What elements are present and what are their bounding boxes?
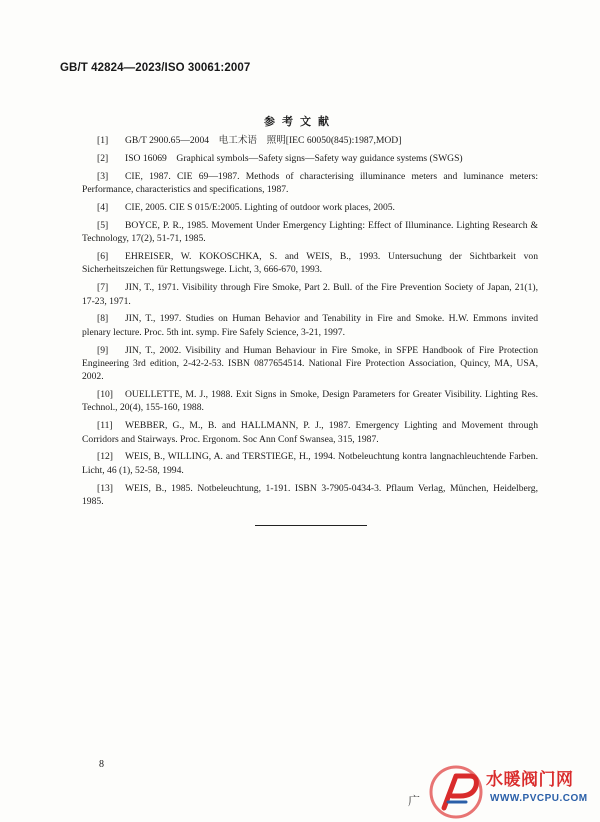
reference-number: [2] [97,152,109,164]
reference-text: OUELLETTE, M. J., 1988. Exit Signs in Smoke, Design Parameters for Greater Visibility. Lighting Res. Technol., 20(4), 155-160, 1988. [82,389,538,414]
reference-text: EHREISER, W. KOKOSCHKA, S. and WEIS, B., 1993. Untersuchung der Sichtbarkeit von Sicherheitszeichen für Rettungswege. Licht, 3, 666-670, 1993. [82,251,538,276]
reference-text: JIN, T., 2002. Visibility and Human Behaviour in Fire Smoke, in SFPE Handbook of Fire Protection Engineering 3rd edition, 2-42-2-53. ISBN 0877654514. National Fire Protection Association, Quincy, MA, USA, 2002. [82,344,538,383]
reference-number: [7] [97,282,109,294]
page-number: 8 [99,759,104,770]
reference-item [82,250,538,277]
reference-item [82,281,538,308]
reference-text: WEIS, B., 1985. Notbeleuchtung, 1-191. ISBN 3-7905-0434-3. Pflaum Verlag, München, Heidelberg, 1985. [82,482,538,507]
reference-text: GB/T 2900.65—2004 电工术语 照明[IEC 60050(845):1987,MOD] [125,135,402,146]
reference-number: [10] [97,389,113,401]
reference-number: [13] [97,482,113,494]
reference-number: [6] [97,251,109,263]
reference-item [82,344,538,384]
reference-item [82,201,538,214]
reference-number: [1] [97,135,109,146]
reference-item [82,450,538,477]
end-divider-rule [255,525,367,526]
reference-text: JIN, T., 1971. Visibility through Fire Smoke, Part 2. Bull. of the Fire Prevention Society of Japan, 21(1), 17-23, 1971. [82,282,538,307]
reference-number: [4] [97,201,109,213]
standard-code-header: GB/T 42824—2023/ISO 30061:2007 [60,62,251,74]
reference-text: ISO 16069 Graphical symbols—Safety signs—Safety way guidance systems (SWGS) [125,152,463,164]
reference-number: [8] [97,313,109,325]
reference-number: [11] [97,420,113,432]
reference-text: WEBBER, G., M., B. and HALLMANN, P. J., 1987. Emergency Lighting and Movement through Corridors and Stairways. Proc. Ergonom. Soc Ann Conf Swansea, 315, 1987. [82,420,538,445]
reference-item [82,388,538,415]
reference-item [82,219,538,246]
reference-item [82,312,538,339]
watermark-fragment: 广 [408,794,421,808]
watermark-site-name: 水暖阀门网 [486,770,574,790]
reference-text: JIN, T., 1997. Studies on Human Behavior and Tenability in Fire and Smoke. H.W. Emmons invited plenary lecture. Proc. 5th int. symp. Fire Safely Science, 3-21, 1997. [82,313,538,338]
reference-number: [12] [97,451,113,463]
watermark-url: WWW.PVCPU.COM [490,793,588,804]
reference-item [82,152,538,165]
reference-item [82,482,538,509]
reference-item [82,170,538,197]
reference-number: [5] [97,219,109,231]
reference-item [82,134,538,147]
reference-text: CIE, 1987. CIE 69—1987. Methods of characterising illuminance meters and luminance meters: Performance, characteristics and specifications, 1987. [82,170,538,196]
reference-number: [3] [97,170,109,182]
section-title-references: 参考文献 [264,115,336,128]
reference-text: CIE, 2005. CIE S 015/E:2005. Lighting of outdoor work places, 2005. [125,201,395,213]
reference-list [82,134,538,513]
reference-text: BOYCE, P. R., 1985. Movement Under Emergency Lighting: Effect of Illuminance. Lighting Research & Technology, 17(2), 51-71, 1985. [82,219,538,245]
reference-number: [9] [97,344,109,356]
reference-item [82,419,538,446]
site-watermark [404,760,600,822]
reference-text: WEIS, B., WILLING, A. and TERSTIEGE, H., 1994. Notbeleuchtung kontra langnachleuchtende Farben. Licht, 46 (1), 52-58, 1994. [82,451,538,476]
valve-logo-icon [426,762,484,820]
